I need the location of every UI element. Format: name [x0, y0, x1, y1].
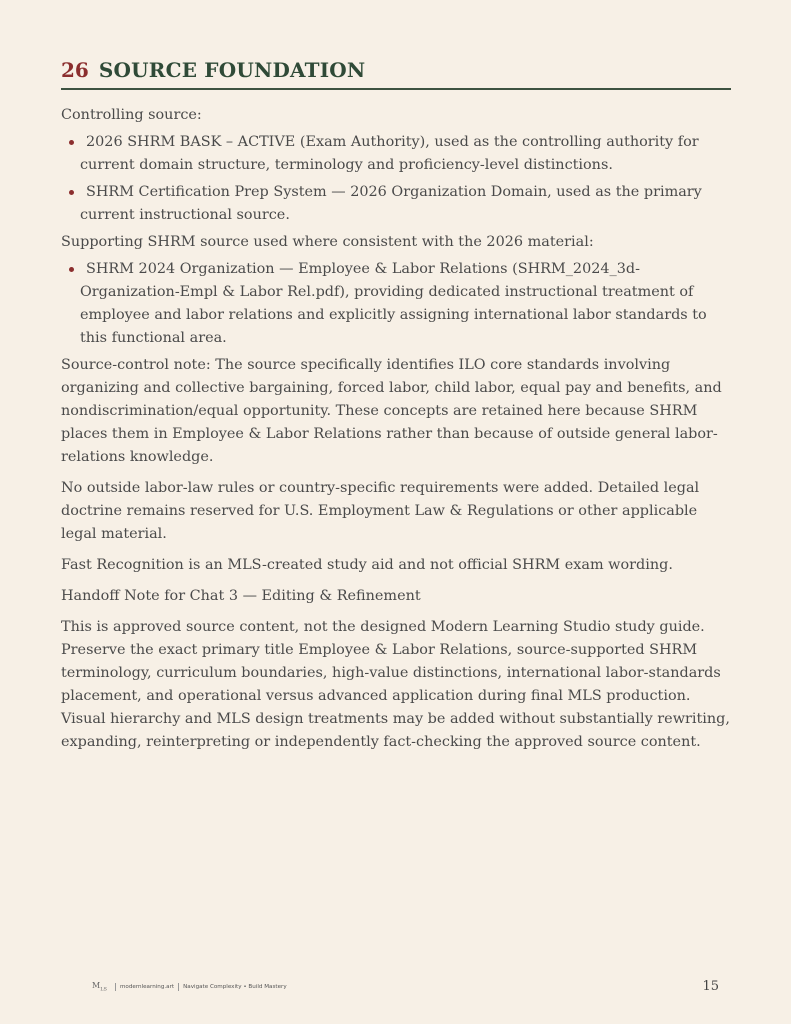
footer-branding — [92, 981, 287, 993]
supporting-source-list — [61, 258, 731, 350]
list-item-text: 2026 SHRM BASK – ACTIVE (Exam Authority), used as the controlling authority for current domain structure, terminology and proficiency-level distinctions. — [80, 134, 699, 173]
section-header — [61, 58, 731, 90]
list-item — [61, 131, 731, 177]
section-number: 26 — [61, 58, 89, 82]
fast-recognition-note: Fast Recognition is an MLS-created study aid and not official SHRM exam wording. — [61, 557, 673, 573]
footer-tagline: Navigate Complexity • Build Mastery — [183, 983, 287, 990]
no-outside-rules-note: No outside labor-law rules or country-specific requirements were added. Detailed legal doctrine remains reserved for U.S. Employment Law & Regulations or other applicable legal material. — [61, 480, 700, 542]
list-item — [61, 181, 731, 227]
list-item-text: SHRM Certification Prep System — 2026 Organization Domain, used as the primary current instructional source. — [80, 184, 702, 223]
footer-site: modernlearning.art — [119, 983, 175, 990]
page-number: 15 — [702, 979, 719, 994]
controlling-source-list — [61, 131, 731, 227]
supporting-source-label: Supporting SHRM source used where consistent with the 2026 material: — [61, 234, 594, 250]
footer-divider — [115, 983, 116, 991]
bullet-icon — [69, 140, 74, 145]
list-item — [61, 258, 731, 350]
page-footer — [0, 979, 791, 995]
list-item-text: SHRM 2024 Organization — Employee & Labor Relations (SHRM_2024_3d-Organization-Empl & Labor Rel.pdf), providing dedicated instructional treatment of employee and labor relations and explicitly assigning international labor standards to this functional area. — [80, 261, 707, 346]
document-page — [61, 58, 731, 762]
handoff-heading: Handoff Note for Chat 3 — Editing & Refinement — [61, 588, 421, 604]
handoff-body: This is approved source content, not the designed Modern Learning Studio study guide. Preserve the exact primary title Employee & Labor Relations, source-supported SHRM terminology, curriculum boundaries, high-value distinctions, international labor-standards placement, and operational versus advanced application during final MLS production. Visual hierarchy and MLS design treatments may be added without substantially rewriting, expanding, reinterpreting or independently fact-checking the approved source content. — [61, 619, 730, 750]
mls-logo: $M_{LS}$ — [92, 981, 107, 993]
footer-divider — [178, 983, 179, 991]
bullet-icon — [69, 267, 74, 272]
controlling-source-label: Controlling source: — [61, 107, 202, 123]
bullet-icon — [69, 190, 74, 195]
source-control-note: Source-control note: The source specifically identifies ILO core standards involving organizing and collective bargaining, forced labor, child labor, equal pay and benefits, and nondiscrimination/equal opportunity. These concepts are retained here because SHRM places them in Employee & Labor Relations rather than because of outside general labor-relations knowledge. — [61, 357, 722, 465]
section-title: SOURCE FOUNDATION — [98, 58, 366, 82]
